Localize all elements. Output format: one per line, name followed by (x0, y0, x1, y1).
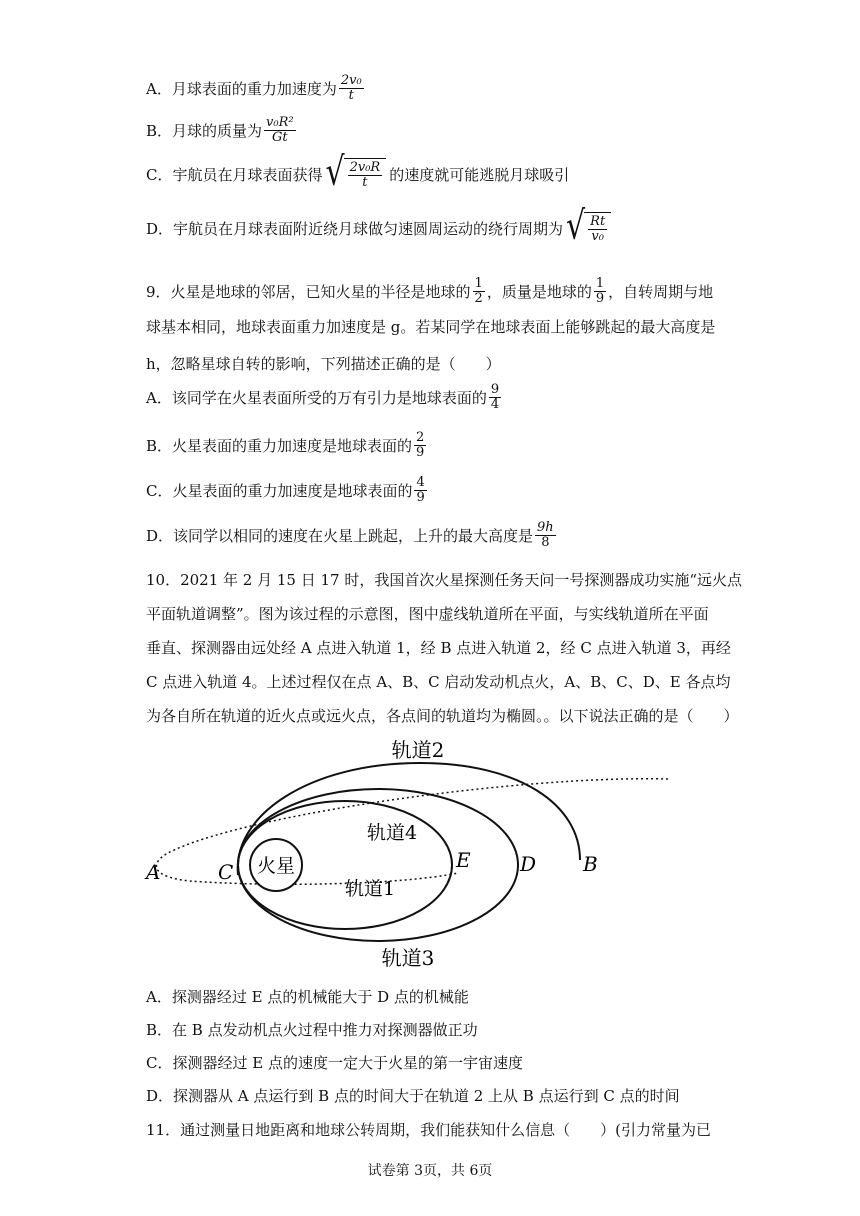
fraction-denominator: 8 (541, 535, 550, 550)
fraction-denominator: t (362, 175, 368, 190)
fraction-denominator: 9 (595, 291, 605, 306)
q8-option-b-text: B．月球的质量为 (146, 122, 263, 140)
q9-option-b-fraction (414, 431, 426, 460)
q11-stem-line1: 11．通过测量日地距离和地球公转周期，我们能获知什么信息（ ）(引力常量为已 (146, 1121, 711, 1139)
orbit-1-label: 轨道1 (344, 878, 396, 900)
q8-option-d (146, 203, 614, 249)
orbit-diagram (0, 735, 860, 975)
fraction-numerator: 1 (474, 276, 483, 291)
fraction-numerator: 9 (490, 382, 500, 397)
orbit-3-label: 轨道3 (381, 946, 435, 970)
fraction-denominator: 9 (416, 445, 425, 460)
q8-option-c-text: C．宇航员在月球表面获得 (146, 165, 323, 184)
fraction-numerator: Rt (590, 214, 606, 229)
q9-option-c-text: C．火星表面的重力加速度是地球表面的 (146, 482, 413, 500)
q8-option-b-fraction (264, 116, 296, 145)
fraction-numerator: 2 (416, 430, 425, 445)
q8-option-d-text: D．宇航员在月球表面附近绕月球做匀速圆周运动的绕行周期为 (146, 219, 564, 238)
q8-option-a-fraction (339, 74, 364, 103)
fraction-denominator: v₀ (591, 229, 604, 244)
q8-option-c (146, 149, 570, 195)
q8-option-b (146, 116, 298, 145)
point-d-label: D (520, 852, 537, 876)
q8-option-c-sqrt (325, 149, 386, 195)
q9-option-a (146, 383, 503, 412)
point-e-label: E (456, 848, 471, 872)
fraction-denominator: t (348, 88, 354, 103)
fraction-denominator: 2 (474, 291, 483, 306)
q10-option-a: A．探测器经过 E 点的机械能大于 D 点的机械能 (146, 988, 469, 1006)
q8-option-c-tail: 的速度就可能逃脱月球吸引 (389, 165, 570, 184)
q8-option-c-fraction (348, 161, 383, 190)
q8-option-d-sqrt (566, 203, 611, 249)
q9-option-a-fraction (489, 383, 501, 412)
fraction-numerator: 4 (416, 475, 425, 490)
q9-option-d (146, 521, 558, 550)
fraction-denominator: Gt (272, 130, 288, 145)
q10-option-d: D．探测器从 A 点运行到 B 点的时间大于在轨道 2 上从 B 点运行到 C 点的时间 (146, 1087, 680, 1105)
q10-option-c: C．探测器经过 E 点的速度一定大于火星的第一宇宙速度 (146, 1054, 523, 1072)
q8-option-d-fraction (588, 215, 607, 244)
fraction-numerator: 1 (595, 276, 605, 291)
q9-option-b-text: B．火星表面的重力加速度是地球表面的 (146, 437, 413, 455)
fraction-denominator: 9 (416, 490, 425, 505)
q9-option-c (146, 476, 429, 505)
q9-stem-text: 9．火星是地球的邻居，已知火星的半径是地球的 (146, 283, 471, 301)
q8-option-a (146, 74, 366, 103)
fraction-numerator: 2v₀R (349, 160, 381, 175)
orbit-2-label: 轨道2 (391, 738, 445, 762)
q10-option-b: B．在 B 点发动机点火过程中推力对探测器做正功 (146, 1021, 478, 1039)
radical-icon: √ (325, 149, 345, 195)
q10-stem-line2: 平面轨道调整”。图为该过程的示意图，图中虚线轨道所在平面，与实线轨道所在平面 (146, 605, 709, 623)
fraction-numerator: 9h (537, 520, 554, 535)
q9-option-a-text: A．该同学在火星表面所受的万有引力是地球表面的 (146, 389, 487, 407)
point-a-label: A (146, 860, 161, 884)
q9-radius-fraction (473, 277, 485, 306)
q10-stem-line1: 10．2021 年 2 月 15 日 17 时，我国首次火星探测任务天问一号探测器成功实施“远火点 (146, 571, 743, 589)
q10-stem-line3: 垂直、探测器由远处经 A 点进入轨道 1，经 B 点进入轨道 2，经 C 点进入轨道 3，再经 (146, 639, 731, 657)
q8-option-a-text: A．月球表面的重力加速度为 (146, 80, 337, 98)
q9-stem-line2: 球基本相同，地球表面重力加速度是 g。若某同学在地球表面上能够跳起的最大高度是 (146, 318, 716, 336)
q9-option-c-fraction (414, 476, 426, 505)
q9-mass-fraction (594, 277, 606, 306)
q9-option-b (146, 431, 428, 460)
fraction-numerator: v₀R² (266, 115, 294, 130)
point-b-label: B (583, 852, 598, 876)
page-footer: 试卷第 3页，共 6页 (367, 1163, 493, 1179)
point-c-label: C (218, 860, 234, 884)
mars-label: 火星 (256, 855, 296, 877)
fraction-denominator: 4 (490, 397, 500, 412)
q10-stem-line4: C 点进入轨道 4。上述过程仅在点 A、B、C 启动发动机点火，A、B、C、D、E 各点均 (146, 673, 731, 691)
q9-option-d-text: D．该同学以相同的速度在火星上跳起，上升的最大高度是 (146, 527, 534, 545)
q9-stem-line1 (146, 277, 713, 306)
radical-icon: √ (566, 203, 586, 249)
orbit-4-label: 轨道4 (366, 822, 418, 844)
q9-stem-text: ，自转周期与地 (608, 283, 714, 301)
q10-stem-line5: 为各自所在轨道的近火点或远火点，各点间的轨道均为椭圆。。以下说法正确的是（ ） (146, 707, 739, 725)
q9-option-d-fraction (535, 521, 556, 550)
q9-stem-line3: h，忽略星球自转的影响，下列描述正确的是（ ） (146, 355, 501, 373)
q9-stem-text: ，质量是地球的 (486, 283, 592, 301)
fraction-numerator: 2v₀ (340, 73, 362, 88)
